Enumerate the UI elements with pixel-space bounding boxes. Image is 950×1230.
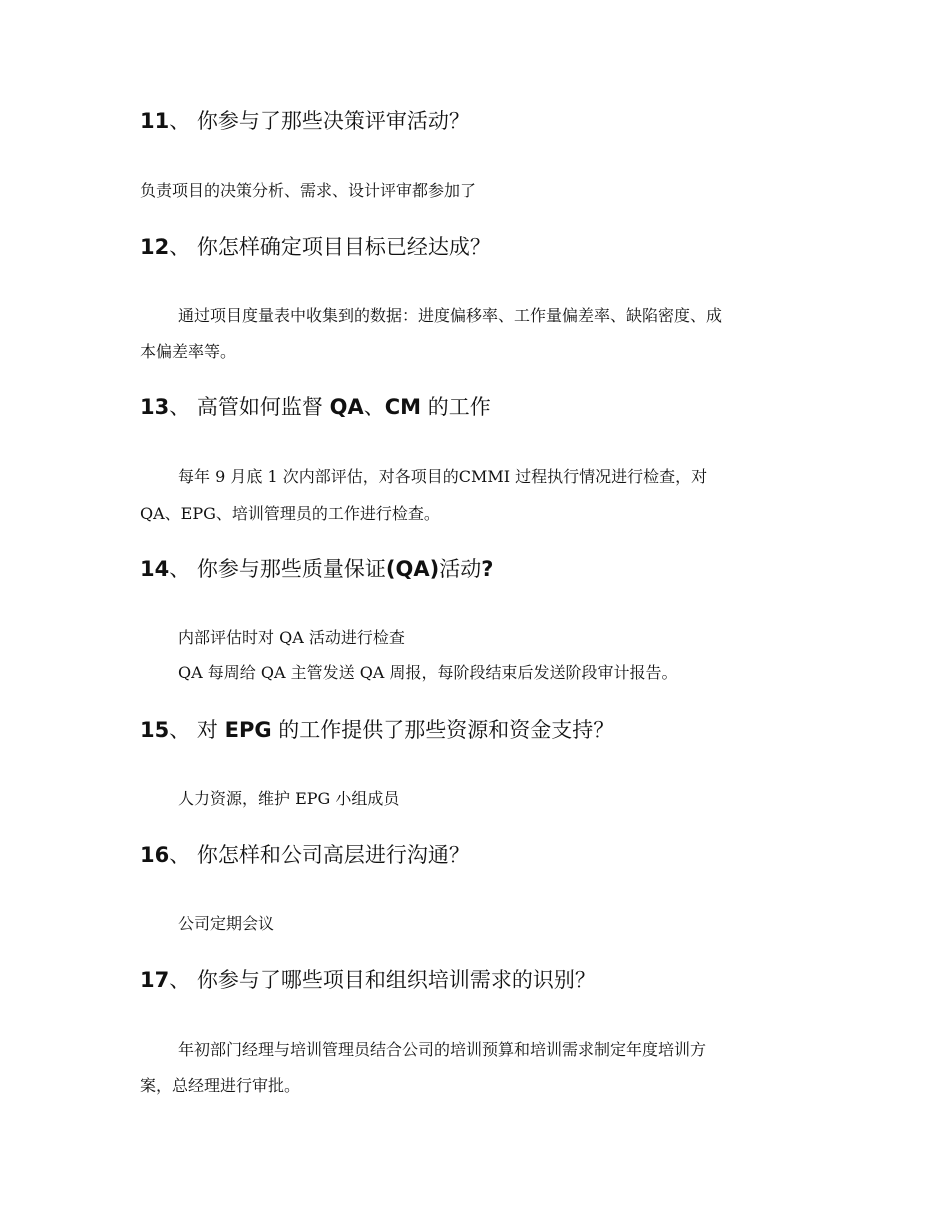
question-number: 15	[140, 718, 170, 742]
question-number: 11	[140, 109, 170, 133]
question-16	[140, 841, 470, 869]
question-text: 你怎样确定项目目标已经达成？	[196, 235, 491, 259]
question-text-part: EPG	[224, 718, 272, 742]
answer-12-line-1: 通过项目度量表中收集到的数据：进度偏移率、工作量偏差率、缺陷密度、成	[178, 306, 723, 325]
answer-17-line-1: 年初部门经理与培训管理员结合公司的培训预算和培训需求制定年度培训方	[178, 1040, 707, 1059]
question-15	[140, 716, 614, 744]
question-text: 你参与了哪些项目和组织培训需求的识别？	[196, 968, 596, 992]
question-text: 你参与了那些决策评审活动？	[196, 109, 470, 133]
question-13	[140, 393, 491, 421]
question-text-part: 的工作提供了那些资源和资金支持？	[271, 718, 615, 742]
question-number: 14	[140, 557, 170, 581]
question-12	[140, 233, 491, 261]
question-separator: 、	[169, 843, 191, 867]
question-separator: 、	[169, 718, 191, 742]
answer-17-line-2: 案，总经理进行审批。	[140, 1076, 301, 1095]
question-separator: 、	[169, 109, 191, 133]
question-text-part: 的工作	[421, 395, 491, 419]
answer-15-line-1: 人力资源，维护 EPG 小组成员	[178, 789, 400, 808]
question-separator: 、	[169, 395, 191, 419]
question-text-part: 你参与那些质量保证	[196, 557, 386, 581]
question-separator: 、	[169, 557, 191, 581]
question-separator: 、	[169, 968, 191, 992]
answer-12-line-2: 本偏差率等。	[140, 342, 237, 361]
question-text-part: QA	[329, 395, 364, 419]
question-number: 12	[140, 235, 170, 259]
question-text-part: (QA)	[385, 557, 440, 581]
answer-13-line-2: QA、EPG、培训管理员的工作进行检查。	[140, 504, 440, 523]
question-text-part: 高管如何监督	[196, 395, 330, 419]
answer-11-line-1: 负责项目的决策分析、需求、设计评审都参加了	[140, 181, 477, 200]
answer-14-line-1: 内部评估时对 QA 活动进行检查	[178, 628, 405, 647]
question-text-part: 、	[363, 395, 385, 419]
question-text-part: 活动	[439, 557, 482, 581]
answer-16-line-1: 公司定期会议	[178, 914, 275, 933]
question-separator: 、	[169, 235, 191, 259]
question-number: 16	[140, 843, 170, 867]
question-text-part: CM	[384, 395, 422, 419]
question-text-part: 对	[196, 718, 225, 742]
question-number: 17	[140, 968, 170, 992]
answer-13-line-1: 每年 9 月底 1 次内部评估，对各项目的CMMI 过程执行情况进行检查，对	[178, 467, 708, 486]
question-text-part: ?	[481, 557, 494, 581]
question-11	[140, 107, 470, 135]
answer-14-line-2: QA 每周给 QA 主管发送 QA 周报，每阶段结束后发送阶段审计报告。	[178, 663, 678, 682]
question-17	[140, 966, 596, 994]
question-text: 你怎样和公司高层进行沟通？	[196, 843, 470, 867]
question-14	[140, 555, 493, 583]
question-number: 13	[140, 395, 170, 419]
